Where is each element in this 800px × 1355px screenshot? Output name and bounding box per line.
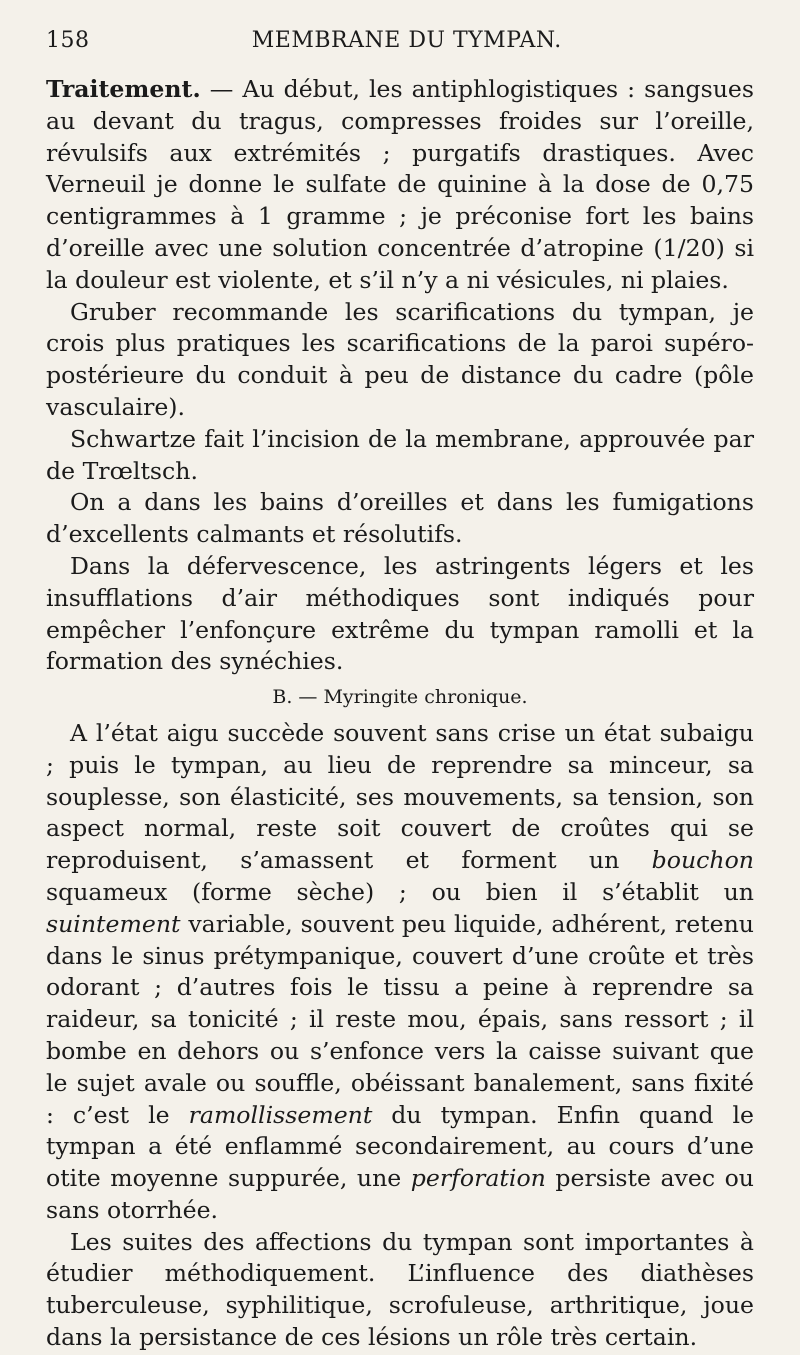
italic-term: ramollissement [188, 1100, 373, 1129]
text-run: A l’état aigu succède souvent sans crise un état subaigu ; puis le tympan, au lieu de reprendre sa minceur, sa souplesse, son élasticité, ses mouvements, sa tension, son aspect normal, reste soit couvert de croûtes qui se reproduisent, s’amassent et forment un [46, 718, 754, 875]
text-run: du tympan. Enfin quand le tympan a été enflammé secondairement, au cours d’une otite moyenne suppurée, une [46, 1100, 754, 1193]
paragraph-etat-aigu [46, 718, 754, 1227]
paragraph-bains: On a dans les bains d’oreilles et dans les fumigations d’excellents calmants et résolutifs. [46, 488, 754, 549]
text-run: variable, souvent peu liquide, adhérent, retenu dans le sinus prétympanique, couvert d’une croûte et très odorant ; d’autres fois le tissu a peine à reprendre sa raideur, sa tonicité ; il reste mou, épais, sans ressort ; il bombe en dehors ou s’enfonce vers la caisse suivant que le sujet avale ou souffle, obéissant banalement, sans fixité : c’est le [46, 909, 754, 1129]
paragraph-gruber: Gruber recommande les scarifications du tympan, je crois plus pratiques les scarifications de la paroi supéro-postérieure du conduit à peu de distance du cadre (pôle vasculaire). [46, 297, 754, 421]
paragraph-lead: Traitement. [46, 75, 201, 103]
page-number: 158 [46, 28, 90, 53]
body-text [46, 74, 754, 1354]
paragraph-text: — Au début, les antiphlogistiques : sangsues au devant du tragus, compresses froides sur l’oreille, révulsifs aux extrémités ; purgatifs drastiques. Avec Verneuil je donne le sulfate de quinine à la dose de 0,75 centigrammes à 1 gramme ; je préconise fort les bains d’oreille avec une solution concentrée d’atropine (1/20) si la douleur est violente, et s’il n’y a ni vésicules, ni plaies. [46, 75, 754, 294]
italic-term: perforation [410, 1164, 546, 1193]
italic-term: bouchon [651, 846, 754, 875]
section-heading: B. — Myringite chronique. [272, 686, 528, 709]
running-title: MEMBRANE DU TYMPAN. [251, 28, 562, 53]
text-run: squameux (forme sèche) ; ou bien il s’établit un [46, 877, 754, 906]
running-head [46, 28, 754, 68]
paragraph-defervescence: Dans la défervescence, les astringents légers et les insufflations d’air méthodiques sont indiqués pour empêcher l’enfonçure extrême du tympan ramolli et la formation des synéchies. [46, 551, 754, 676]
text-run: persiste avec ou sans otorrhée. [46, 1164, 754, 1224]
italic-term: suintement [46, 909, 181, 938]
paragraph-schwartze: Schwartze fait l’incision de la membrane, approuvée par de Trœltsch. [46, 424, 754, 485]
paragraph-traitement [46, 74, 754, 297]
paragraph-suites: Les suites des affections du tympan sont importantes à étudier méthodiquement. L’influence des diathèses tuberculeuse, syphilitique, scrofuleuse, arthritique, joue dans la persistance de ces lésions un rôle très certain. [46, 1227, 754, 1352]
